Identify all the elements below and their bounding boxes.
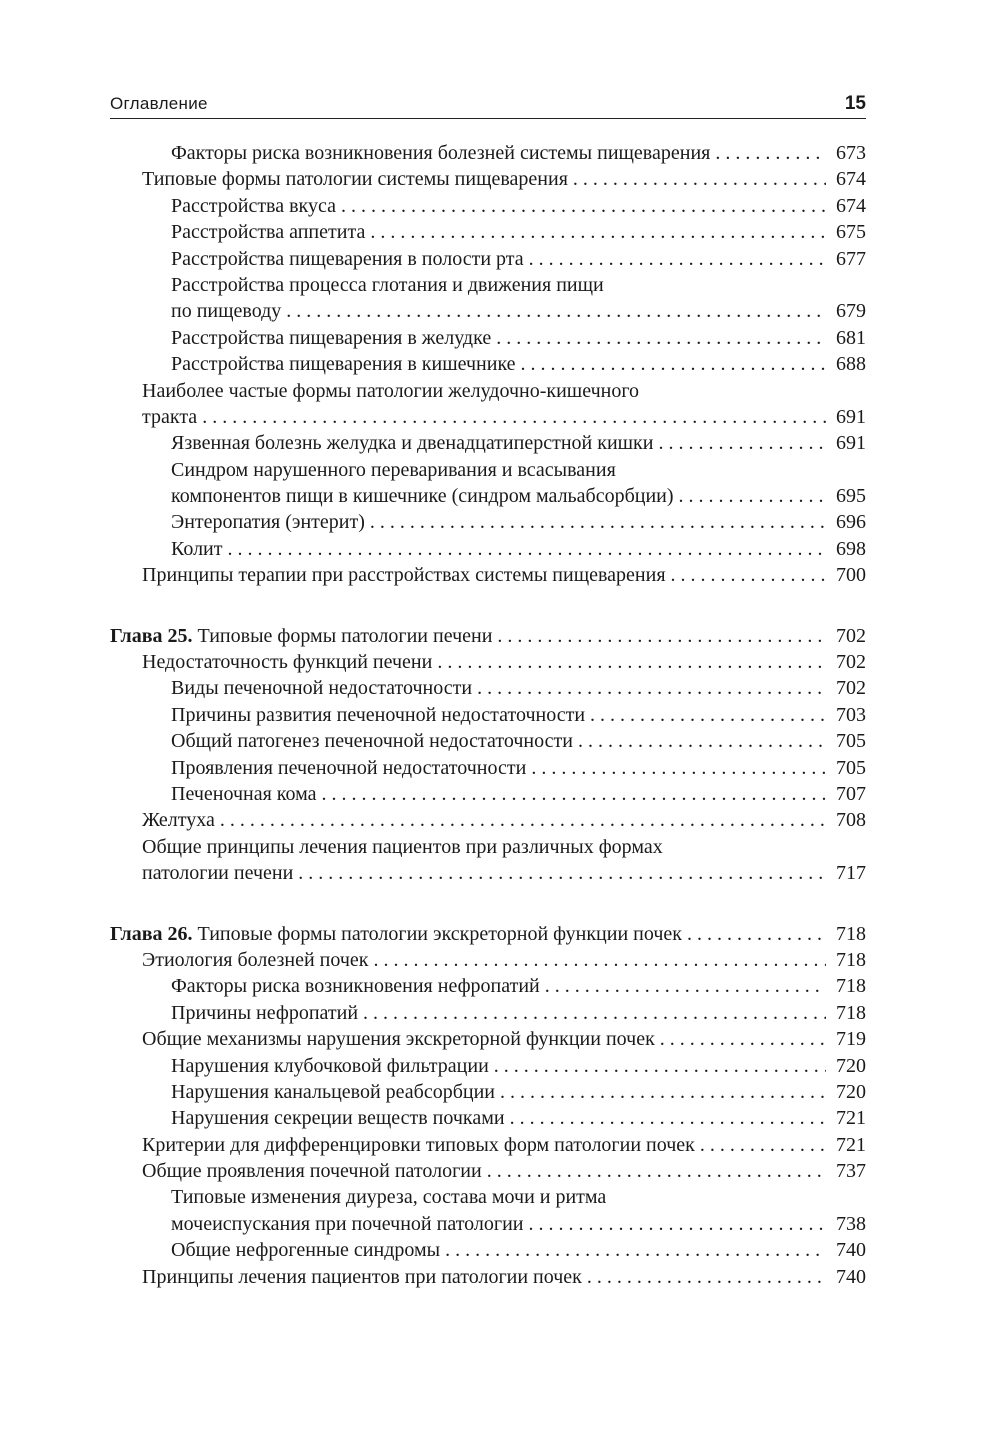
toc-entry	[110, 807, 866, 833]
dot-leader	[496, 325, 826, 351]
toc-entry-text: тракта	[142, 405, 198, 428]
toc-entry	[110, 947, 866, 973]
dot-leader	[477, 675, 826, 701]
dot-leader	[298, 860, 826, 886]
toc-entry-text: Принципы лечения пациентов при патологии почек	[142, 1265, 582, 1288]
toc-page-number: 674	[836, 194, 866, 217]
dot-leader	[529, 246, 826, 272]
toc-entry-text: Типовые изменения диуреза, состава мочи и ритма	[171, 1186, 607, 1209]
toc-entry-title	[171, 1237, 440, 1263]
toc-entry	[110, 272, 866, 325]
toc-line	[110, 483, 866, 509]
dot-leader	[573, 166, 826, 192]
toc-entry	[110, 1053, 866, 1079]
toc-entry-title	[142, 834, 663, 860]
toc-page-number: 717	[836, 862, 866, 885]
toc-entry-title	[171, 1000, 358, 1026]
toc-page-number: 679	[836, 300, 866, 323]
toc-chapter-entry	[110, 623, 866, 649]
toc-entry	[110, 1237, 866, 1263]
toc-line	[110, 623, 866, 649]
toc-entry-title	[110, 623, 492, 649]
toc-line	[110, 140, 866, 166]
toc-line	[110, 272, 866, 298]
toc-entry	[110, 1184, 866, 1237]
dot-leader	[370, 219, 826, 245]
toc-entry	[110, 536, 866, 562]
toc-line	[110, 1158, 866, 1184]
toc-entry-title	[171, 536, 223, 562]
toc-line	[110, 298, 866, 324]
dot-leader	[497, 623, 826, 649]
toc-entry-text: Желтуха	[142, 809, 215, 832]
toc-entry-text: Печеночная кома	[171, 782, 317, 805]
toc-page-number: 695	[836, 485, 866, 508]
toc-page-number: 696	[836, 511, 866, 534]
toc-entry-title	[142, 1264, 582, 1290]
toc-page-number: 688	[836, 353, 866, 376]
toc-page-number: 721	[836, 1133, 866, 1156]
toc-page-number: 703	[836, 703, 866, 726]
table-of-contents	[110, 140, 866, 1290]
dot-leader	[529, 1211, 827, 1237]
dot-leader	[370, 509, 826, 535]
toc-entry-title	[171, 430, 653, 456]
toc-page-number: 677	[836, 247, 866, 270]
toc-entry-title	[142, 1158, 482, 1184]
toc-line	[110, 1000, 866, 1026]
toc-entry	[110, 1026, 866, 1052]
toc-line	[110, 1132, 866, 1158]
toc-page-number: 691	[836, 432, 866, 455]
toc-chapter-entry	[110, 921, 866, 947]
toc-entry	[110, 351, 866, 377]
toc-line	[110, 702, 866, 728]
page-number: 15	[844, 93, 866, 114]
toc-entry-text: по пищеводу	[171, 300, 282, 323]
toc-entry-text: Нарушения канальцевой реабсорбции	[171, 1080, 496, 1103]
dot-leader	[494, 1053, 826, 1079]
toc-line	[110, 947, 866, 973]
toc-page-number: 702	[836, 651, 866, 674]
toc-page-number: 740	[836, 1239, 866, 1262]
toc-entry-text: Расстройства пищеварения в полости рта	[171, 247, 524, 270]
toc-entry-title	[142, 378, 639, 404]
toc-entry-title	[110, 921, 682, 947]
toc-entry	[110, 193, 866, 219]
toc-entry-text: патологии печени	[142, 862, 294, 885]
toc-entry	[110, 219, 866, 245]
toc-entry-title	[171, 509, 365, 535]
toc-entry	[110, 973, 866, 999]
toc-entry-text: Расстройства вкуса	[171, 194, 336, 217]
toc-entry	[110, 246, 866, 272]
dot-leader	[445, 1237, 826, 1263]
dot-leader	[590, 702, 826, 728]
toc-line	[110, 755, 866, 781]
toc-entry-text: Наиболее частые формы патологии желудочно-кишечного	[142, 379, 640, 402]
toc-line	[110, 457, 866, 483]
toc-line	[110, 430, 866, 456]
toc-entry-title	[142, 166, 568, 192]
toc-entry-text: Общие проявления почечной патологии	[142, 1160, 482, 1183]
toc-entry-title	[171, 272, 604, 298]
toc-entry-text: Общие механизмы нарушения экскреторной функции почек	[142, 1028, 655, 1051]
toc-line	[110, 1105, 866, 1131]
toc-entry-title	[142, 807, 215, 833]
dot-leader	[500, 1079, 826, 1105]
toc-entry	[110, 325, 866, 351]
book-page	[110, 92, 866, 1290]
dot-leader	[671, 562, 826, 588]
toc-entry-title	[171, 1079, 495, 1105]
toc-entry-title	[171, 483, 674, 509]
toc-entry-title	[171, 193, 336, 219]
toc-entry-text: Факторы риска возникновения нефропатий	[171, 975, 540, 998]
running-header	[110, 92, 866, 119]
running-title: Оглавление	[110, 94, 208, 113]
toc-entry-text: Факторы риска возникновения болезней системы пищеварения	[171, 142, 711, 164]
toc-page-number: 674	[836, 168, 866, 191]
dot-leader	[545, 973, 826, 999]
toc-entry-text: Расстройства пищеварения в кишечнике	[171, 353, 516, 376]
toc-entry-text: мочеиспускания при почечной патологии	[171, 1212, 524, 1235]
toc-entry-title	[171, 351, 516, 377]
toc-entry-title	[142, 404, 197, 430]
toc-page-number: 721	[836, 1107, 866, 1130]
toc-line	[110, 404, 866, 430]
toc-entry-text: компонентов пищи в кишечнике (синдром мальабсорбции)	[171, 485, 674, 508]
toc-entry	[110, 457, 866, 510]
toc-line	[110, 1184, 866, 1210]
toc-entry-title	[171, 973, 540, 999]
toc-line	[110, 246, 866, 272]
toc-page-number: 718	[836, 922, 866, 945]
toc-entry-text: Общие принципы лечения пациентов при различных формах	[142, 835, 663, 858]
toc-entry	[110, 755, 866, 781]
dot-leader	[660, 1026, 826, 1052]
dot-leader	[437, 649, 826, 675]
toc-line	[110, 834, 866, 860]
toc-entry	[110, 1000, 866, 1026]
chapter-title: Типовые формы патологии печени	[197, 624, 493, 647]
toc-line	[110, 1026, 866, 1052]
toc-entry-title	[171, 702, 585, 728]
toc-entry-title	[171, 755, 526, 781]
toc-entry-text: Расстройства аппетита	[171, 221, 366, 244]
toc-entry-text: Этиология болезней почек	[142, 948, 369, 971]
toc-entry-title	[171, 728, 573, 754]
toc-entry-title	[171, 457, 616, 483]
toc-entry	[110, 562, 866, 588]
toc-entry-text: Нарушения клубочковой фильтрации	[171, 1054, 489, 1077]
dot-leader	[374, 947, 826, 973]
toc-page-number: 738	[836, 1212, 866, 1235]
toc-entry-text: Причины развития печеночной недостаточности	[171, 703, 586, 726]
toc-entry-title	[142, 649, 432, 675]
chapter-label: Глава 26.	[110, 922, 193, 945]
toc-page-number: 673	[836, 142, 866, 164]
toc-page-number: 718	[836, 1001, 866, 1024]
toc-line	[110, 921, 866, 947]
dot-leader	[363, 1000, 826, 1026]
toc-entry-text: Принципы терапии при расстройствах системы пищеварения	[142, 564, 666, 587]
dot-leader	[202, 404, 826, 430]
dot-leader	[715, 140, 826, 166]
toc-entry-text: Критерии для дифференцировки типовых форм патологии почек	[142, 1133, 695, 1156]
toc-page-number: 708	[836, 809, 866, 832]
dot-leader	[700, 1132, 826, 1158]
toc-entry	[110, 166, 866, 192]
toc-entry-title	[171, 675, 472, 701]
toc-page-number: 702	[836, 624, 866, 647]
toc-entry-text: Общие нефрогенные синдромы	[171, 1239, 441, 1262]
toc-entry-text: Нарушения секреции веществ почками	[171, 1107, 505, 1130]
toc-entry-title	[171, 1053, 489, 1079]
dot-leader	[510, 1105, 826, 1131]
toc-line	[110, 728, 866, 754]
toc-entry	[110, 675, 866, 701]
toc-page-number: 740	[836, 1265, 866, 1288]
toc-entry-title	[171, 140, 710, 166]
toc-line	[110, 219, 866, 245]
toc-entry-title	[142, 947, 369, 973]
toc-entry-text: Язвенная болезнь желудка и двенадцатиперстной кишки	[171, 432, 654, 455]
toc-line	[110, 807, 866, 833]
toc-page-number: 720	[836, 1080, 866, 1103]
dot-leader	[322, 781, 827, 807]
toc-entry	[110, 140, 866, 166]
dot-leader	[228, 536, 826, 562]
chapter-label: Глава 25.	[110, 624, 193, 647]
toc-page-number: 702	[836, 677, 866, 700]
toc-entry-text: Колит	[171, 537, 223, 560]
toc-line	[110, 1264, 866, 1290]
toc-entry	[110, 1132, 866, 1158]
toc-line	[110, 509, 866, 535]
toc-entry-title	[142, 860, 293, 886]
toc-line	[110, 562, 866, 588]
toc-line	[110, 1053, 866, 1079]
toc-entry-title	[171, 325, 491, 351]
toc-line	[110, 649, 866, 675]
toc-page-number: 705	[836, 756, 866, 779]
dot-leader	[578, 728, 826, 754]
toc-entry	[110, 1105, 866, 1131]
dot-leader	[220, 807, 826, 833]
toc-entry-text: Виды печеночной недостаточности	[171, 677, 473, 700]
toc-line	[110, 1237, 866, 1263]
toc-line	[110, 536, 866, 562]
toc-entry	[110, 728, 866, 754]
toc-entry-title	[171, 1105, 505, 1131]
toc-entry	[110, 781, 866, 807]
toc-entry-title	[171, 298, 281, 324]
toc-page-number: 707	[836, 782, 866, 805]
toc-entry	[110, 1158, 866, 1184]
toc-entry-text: Проявления печеночной недостаточности	[171, 756, 527, 779]
toc-entry-title	[171, 246, 524, 272]
toc-entry-text: Причины нефропатий	[171, 1001, 359, 1024]
toc-entry	[110, 649, 866, 675]
toc-entry-text: Энтеропатия (энтерит)	[171, 511, 365, 534]
toc-entry	[110, 834, 866, 887]
toc-entry-text: Общий патогенез печеночной недостаточности	[171, 730, 573, 753]
toc-entry-title	[171, 1184, 606, 1210]
toc-page-number: 718	[836, 975, 866, 998]
toc-entry-title	[171, 219, 365, 245]
toc-page-number: 691	[836, 405, 866, 428]
chapter-title: Типовые формы патологии экскреторной функции почек	[197, 922, 682, 945]
toc-entry	[110, 378, 866, 431]
dot-leader	[341, 193, 826, 219]
toc-line	[110, 378, 866, 404]
toc-page-number: 705	[836, 730, 866, 753]
toc-entry-text: Недостаточность функций печени	[142, 651, 433, 674]
dot-leader	[658, 430, 826, 456]
dot-leader	[687, 921, 826, 947]
toc-page-number: 698	[836, 537, 866, 560]
toc-page-number: 720	[836, 1054, 866, 1077]
dot-leader	[531, 755, 826, 781]
toc-page-number: 681	[836, 326, 866, 349]
toc-entry-text: Расстройства пищеварения в желудке	[171, 326, 492, 349]
toc-line	[110, 1079, 866, 1105]
toc-page-number: 719	[836, 1028, 866, 1051]
toc-line	[110, 325, 866, 351]
dot-leader	[521, 351, 826, 377]
toc-page-number: 675	[836, 221, 866, 244]
toc-line	[110, 973, 866, 999]
toc-entry-title	[142, 1026, 655, 1052]
toc-entry-text: Типовые формы патологии системы пищеварения	[142, 168, 568, 191]
toc-entry-title	[142, 562, 666, 588]
toc-entry	[110, 1264, 866, 1290]
toc-entry-title	[142, 1132, 695, 1158]
toc-line	[110, 193, 866, 219]
dot-leader	[487, 1158, 826, 1184]
toc-entry	[110, 1079, 866, 1105]
toc-entry-text: Синдром нарушенного переваривания и всасывания	[171, 458, 616, 481]
toc-entry-text: Расстройства процесса глотания и движения пищи	[171, 273, 604, 296]
toc-entry-title	[171, 1211, 524, 1237]
toc-line	[110, 675, 866, 701]
toc-line	[110, 860, 866, 886]
toc-entry-title	[171, 781, 317, 807]
dot-leader	[679, 483, 826, 509]
toc-entry	[110, 430, 866, 456]
toc-entry	[110, 509, 866, 535]
dot-leader	[587, 1264, 826, 1290]
toc-page-number: 700	[836, 564, 866, 587]
toc-page-number: 737	[836, 1160, 866, 1183]
toc-line	[110, 781, 866, 807]
toc-entry	[110, 702, 866, 728]
toc-page-number: 718	[836, 948, 866, 971]
toc-line	[110, 166, 866, 192]
dot-leader	[286, 298, 826, 324]
toc-line	[110, 351, 866, 377]
toc-line	[110, 1211, 866, 1237]
